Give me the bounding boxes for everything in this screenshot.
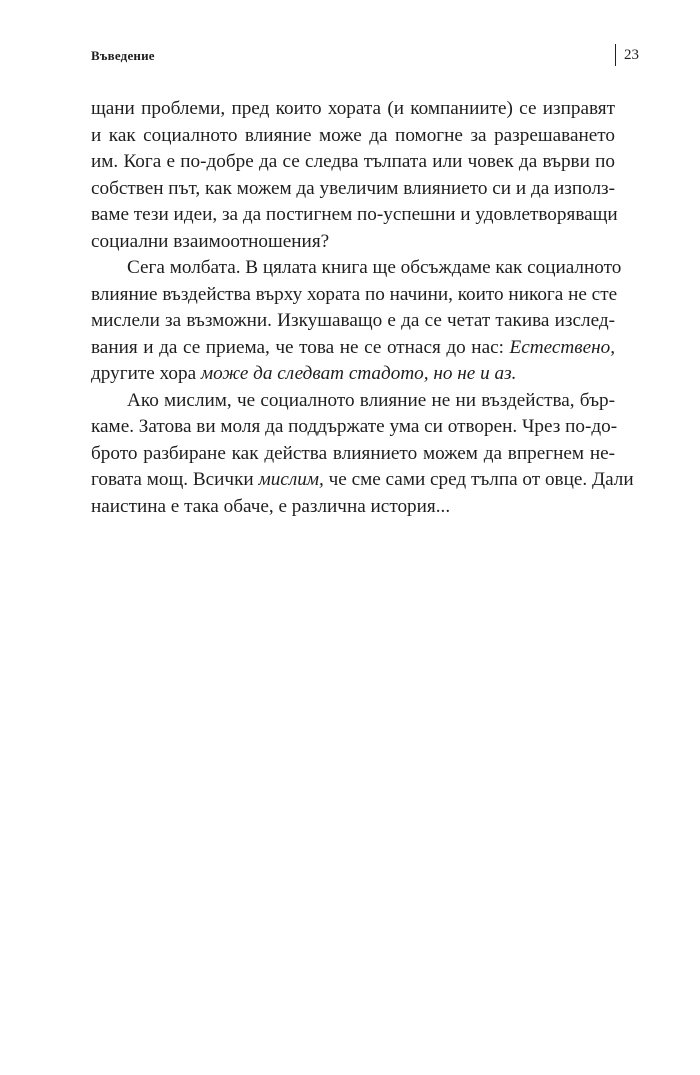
text-line	[91, 282, 618, 309]
text-segment: че сме сами сред тълпа от овце. Дали	[323, 469, 634, 490]
text-line	[91, 123, 615, 150]
text-line	[91, 467, 634, 494]
text-line	[91, 494, 615, 521]
text-segment: вания и да се приема, че това не се отнася до нас:	[91, 336, 510, 358]
text-line	[91, 361, 615, 388]
text-line	[91, 441, 615, 468]
text-segment: Ако мислим, че социалното влияние не ни въздейства, бър-	[127, 389, 615, 411]
text-segment: щани проблеми, пред които хората (и компаниите) се изправят	[91, 98, 615, 119]
text-segment: каме. Затова ви моля да поддържате ума си отворен. Чрез по-до-	[91, 416, 618, 437]
text-line	[91, 176, 615, 203]
text-segment: говата мощ. Всички	[91, 469, 259, 490]
text-segment: брото разбиране как действа влиянието можем да впрегнем не-	[91, 442, 615, 464]
text-segment-italic: Естествено,	[509, 336, 615, 358]
text-segment: другите хора	[91, 363, 201, 384]
text-line	[91, 414, 618, 441]
text-line	[91, 255, 622, 282]
text-segment: Сега молбата. В цялата книга ще обсъждаме как социалното	[127, 257, 622, 278]
paragraph	[91, 96, 618, 255]
text-segment: им. Кога е по-добре да се следва тълпата или човек да върви по	[91, 151, 615, 172]
text-segment: и как социалното влияние може да помогне за разрешаването	[91, 124, 615, 146]
text-segment-italic: мислим,	[258, 469, 324, 490]
text-line	[91, 149, 615, 176]
text-segment-italic: може да следват стадото, но не и аз.	[200, 363, 517, 384]
page-number-rule	[615, 44, 616, 66]
paragraph	[91, 255, 622, 388]
text-line	[91, 335, 615, 362]
text-line	[91, 308, 615, 335]
text-line	[91, 388, 615, 415]
page-number: 23	[624, 47, 639, 63]
text-segment: собствен път, как можем да увеличим влиянието си и да използ-	[91, 177, 616, 199]
text-segment: мислели за възможни. Изкушаващо е да се четат такива изслед-	[91, 310, 615, 331]
body-text	[91, 96, 634, 520]
text-segment: социални взаимоотношения?	[91, 230, 330, 252]
text-segment: влияние въздейства върху хората по начини, които никога не сте	[91, 283, 618, 305]
text-segment: наистина е така обаче, е различна история...	[91, 495, 451, 517]
text-line	[91, 229, 615, 256]
text-segment: ваме тези идеи, за да постигнем по-успешни и удовлетворяващи	[91, 204, 618, 225]
running-head: Въведение	[91, 48, 155, 63]
text-line	[91, 96, 615, 123]
text-line	[91, 202, 618, 229]
paragraph	[91, 388, 634, 521]
